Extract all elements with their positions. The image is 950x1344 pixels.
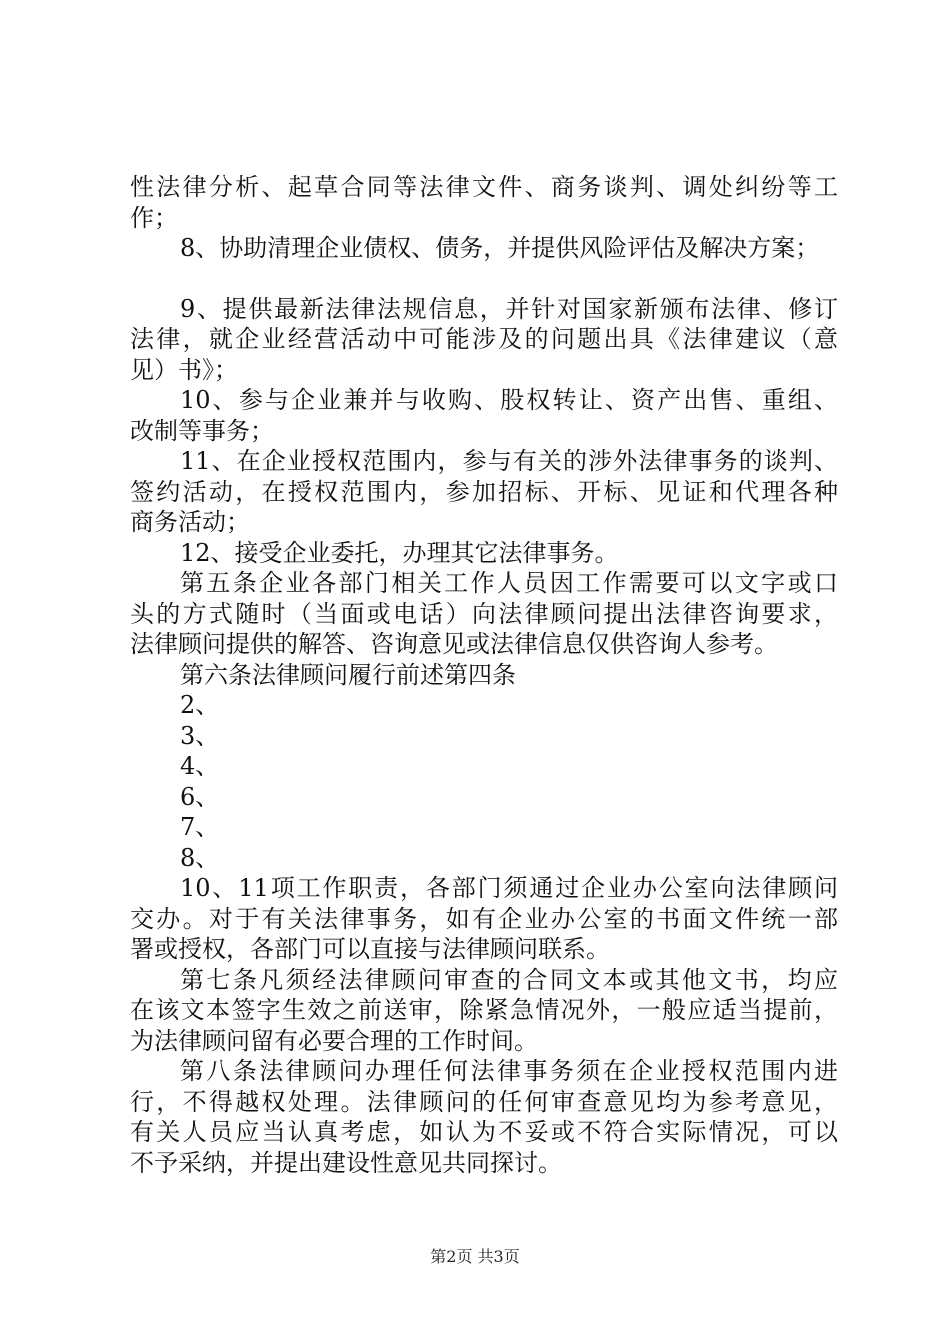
text-line: 签约活动，在授权范围内，参加招标、开标、见证和代理各种	[130, 477, 838, 506]
text-line: 法律顾问提供的解答、咨询意见或法律信息仅供咨询人参考。	[130, 630, 778, 658]
text-line: 第七条凡须经法律顾问审查的合同文本或其他文书，均应	[180, 965, 838, 994]
text-line: 商务活动；	[130, 508, 250, 536]
text-line: 10、参与企业兼并与收购、股权转让、资产出售、重组、	[180, 386, 838, 414]
list-number: 4、	[180, 752, 220, 780]
paragraph-gap	[130, 264, 838, 294]
text-line: 8、协助清理企业债权、债务，并提供风险评估及解决方案；	[180, 234, 820, 262]
text-line: 第五条企业各部门相关工作人员因工作需要可以文字或口	[180, 569, 838, 597]
text-line: 9、提供最新法律法规信息，并针对国家新颁布法律、修订	[180, 294, 838, 323]
text-line: 头的方式随时（当面或电话）向法律顾问提出法律咨询要求，	[130, 599, 838, 628]
text-line: 作；	[130, 203, 178, 232]
text-line: 10、11项工作职责，各部门须通过企业办公室向法律顾问	[180, 874, 838, 902]
text-line: 性法律分析、起草合同等法律文件、商务谈判、调处纠纷等工	[130, 173, 838, 201]
page-number-footer: 第2页 共3页	[430, 1247, 520, 1266]
text-line: 第六条法律顾问履行前述第四条	[180, 660, 516, 689]
text-line: 11、在企业授权范围内，参与有关的涉外法律事务的谈判、	[180, 447, 838, 475]
document-body	[130, 172, 838, 1178]
text-line: 12、接受企业委托，办理其它法律事务。	[180, 538, 619, 567]
text-line: 第八条法律顾问办理任何法律事务须在企业授权范围内进	[180, 1057, 838, 1085]
list-number: 6、	[180, 782, 220, 811]
list-number: 8、	[180, 843, 220, 872]
list-number: 2、	[180, 691, 220, 719]
text-line: 行，不得越权处理。法律顾问的任何审查意见均为参考意见，	[130, 1087, 838, 1116]
text-line: 交办。对于有关法律事务，如有企业办公室的书面文件统一部	[130, 904, 838, 933]
text-line: 在该文本签字生效之前送审，除紧急情况外，一般应适当提前，	[130, 996, 838, 1024]
text-line: 有关人员应当认真考虑，如认为不妥或不符合实际情况，可以	[130, 1118, 838, 1146]
list-number: 3、	[180, 721, 220, 750]
text-line: 不予采纳，并提出建设性意见共同探讨。	[130, 1148, 562, 1177]
text-line: 改制等事务；	[130, 416, 274, 445]
text-line: 法律，就企业经营活动中可能涉及的问题出具《法律建议（意	[130, 325, 838, 353]
text-line: 署或授权，各部门可以直接与法律顾问联系。	[130, 935, 610, 963]
text-line: 为法律顾问留有必要合理的工作时间。	[130, 1026, 538, 1055]
list-number: 7、	[180, 813, 220, 841]
text-line: 见）书》；	[130, 355, 238, 384]
